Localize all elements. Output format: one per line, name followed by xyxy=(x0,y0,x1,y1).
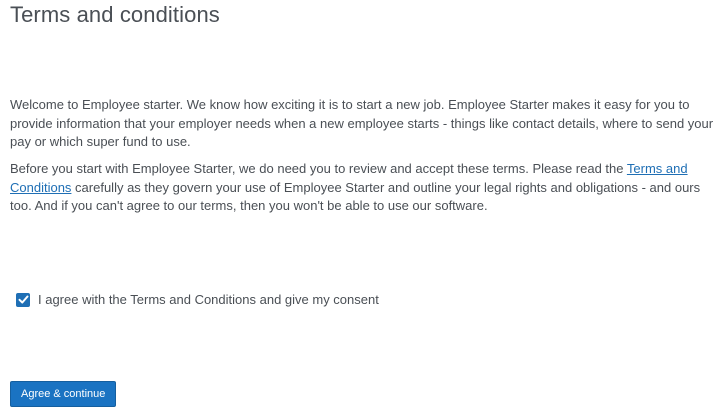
terms-link[interactable]: Terms and Conditions xyxy=(10,161,688,195)
consent-label: I agree with the Terms and Conditions and give my consent xyxy=(38,292,379,307)
consent-row[interactable] xyxy=(16,292,379,307)
agree-continue-button[interactable]: Agree & continue xyxy=(10,381,116,407)
intro-paragraph: Welcome to Employee starter. We know how exciting it is to start a new job. Employee Starter makes it easy for you to provide information that your employer needs when a new employee starts - things like contact details, where to send your pay or which super fund to use. xyxy=(10,97,714,149)
checkmark-icon xyxy=(18,294,29,305)
consent-checkbox[interactable] xyxy=(16,293,30,307)
page-title: Terms and conditions xyxy=(10,2,220,27)
terms-paragraph-tail: carefully as they govern your use of Employee Starter and outline your legal rights and obligations - and ours too. And if you can't agree to our terms, then you won't be able to use our software. xyxy=(10,179,701,213)
terms-paragraph xyxy=(10,160,714,216)
terms-paragraph-lead: Before you start with Employee Starter, we do need you to review and accept these terms. Please read the xyxy=(10,161,627,176)
